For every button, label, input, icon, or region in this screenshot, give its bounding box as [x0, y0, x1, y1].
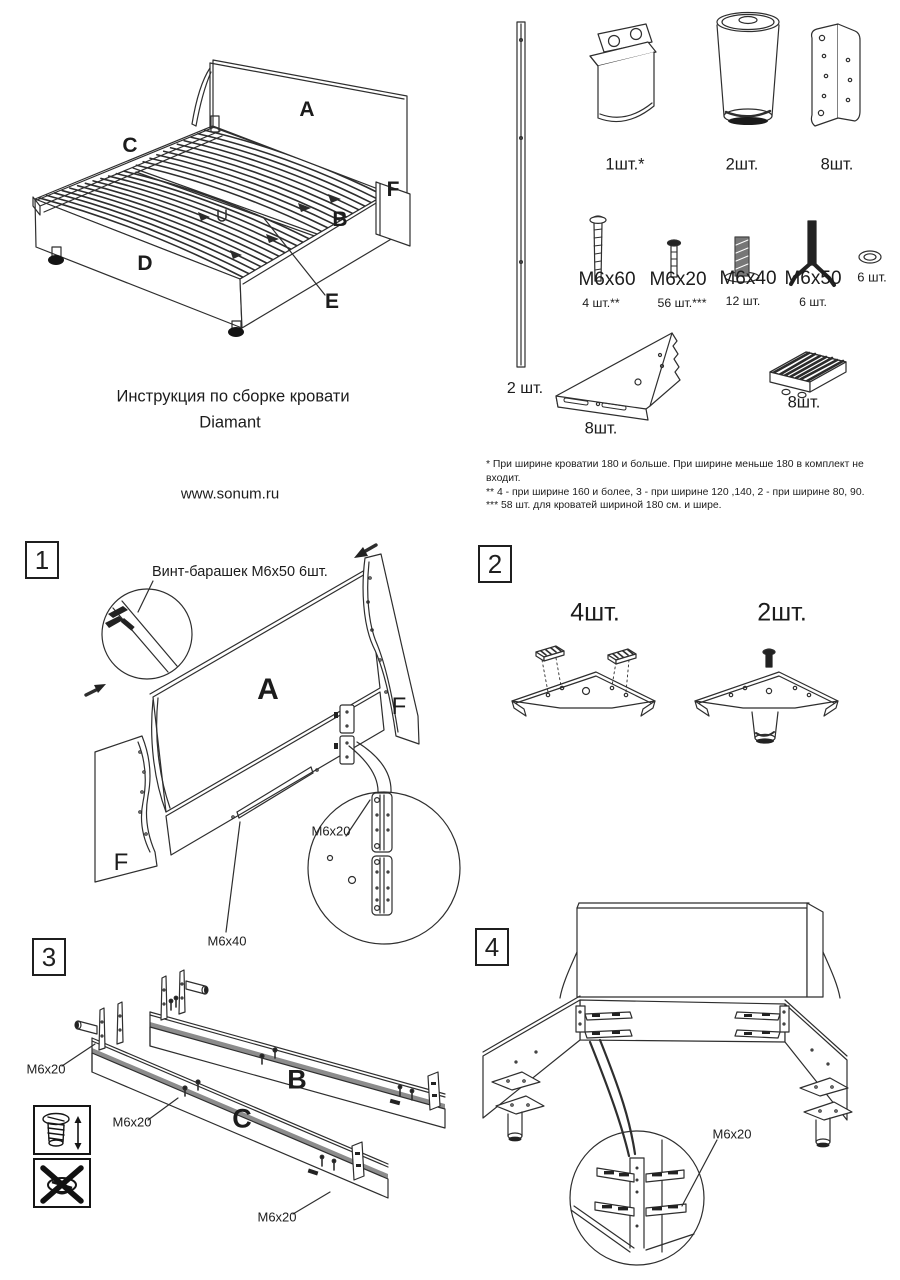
footnote-3: *** 58 шт. для кроватей шириной 180 см. и шире.: [486, 500, 722, 512]
bed-overview-drawing: [33, 60, 410, 337]
step4-number: 4: [475, 928, 509, 966]
qty-cylinder-leg: 2шт.: [725, 155, 759, 174]
qty-m6x40: 12 шт.: [725, 294, 761, 308]
qty-washer: 6 шт.: [857, 269, 887, 285]
qty-leg-bracket: 1шт.*: [605, 155, 645, 174]
step3-screw-bottom: M6x20: [257, 1209, 297, 1225]
step1-number: 1: [25, 541, 59, 579]
step1-label-f-left: F: [113, 849, 129, 876]
overview-label-b: B: [332, 208, 348, 231]
screw-label-m6x60: M6x60: [578, 269, 636, 290]
footnote-1: * При ширине кроватии 180 и больше. При ширине меньше 180 в комплект не входит.: [486, 459, 864, 484]
screw-gap-icon: [33, 1105, 91, 1155]
page-title-line1: Инструкция по сборке кровати: [116, 387, 350, 406]
qty-m6x20: 56 шт.***: [657, 296, 707, 310]
washer-drawing: [859, 251, 881, 263]
overview-label-c: C: [122, 134, 138, 157]
qty-m6x60: 4 шт.**: [582, 296, 620, 310]
step2-drawing: [512, 646, 838, 744]
step2-qty-right: 2шт.: [757, 598, 807, 627]
leg-bracket-part-drawing: [590, 24, 656, 122]
qty-corner-plate: 8шт.: [584, 419, 618, 438]
no-screwdriver-icon: [33, 1158, 91, 1208]
step3-screw-left: M6x20: [26, 1061, 66, 1077]
step1-drawing: [86, 545, 460, 944]
screw-label-m6x50: M6x50: [784, 268, 842, 289]
website-url: www.sonum.ru: [180, 485, 280, 503]
overview-label-d: D: [137, 252, 153, 275]
step3-label-c: C: [232, 1103, 252, 1134]
step2-plate-with-leg: [695, 649, 838, 744]
parts-list-drawing: [517, 13, 881, 421]
step1-screw-m6x20: M6x20: [311, 823, 351, 839]
step1-screw-m6x40: M6x40: [207, 933, 247, 949]
qty-pad: 8шт.: [787, 393, 821, 412]
step2-number: 2: [478, 545, 512, 583]
overview-label-a: A: [299, 98, 315, 121]
step3-label-b: B: [287, 1064, 307, 1095]
pad-part-drawing: [770, 352, 846, 398]
overview-label-f: F: [386, 178, 400, 201]
qty-rail: 2 шт.: [506, 380, 544, 397]
overview-label-e: E: [324, 290, 340, 313]
qty-corner-bracket: 8шт.: [820, 155, 854, 174]
step4-detail-contents: [571, 1140, 694, 1252]
qty-m6x50: 6 шт.: [799, 295, 827, 309]
step3-screw-mid: M6x20: [112, 1114, 152, 1130]
step3-number: 3: [32, 938, 66, 976]
corner-plate-drawing: [556, 333, 680, 420]
rail-part-drawing: [517, 22, 525, 367]
screw-label-m6x20: M6x20: [649, 269, 707, 290]
step1-callout: Винт-барашек М6х50 6шт.: [152, 564, 328, 580]
step3-drawing: [62, 970, 445, 1214]
step1-label-a: A: [257, 673, 279, 706]
step2-plate-with-pads: [512, 646, 655, 716]
step2-qty-left: 4шт.: [570, 598, 620, 627]
page-title-line2: Diamant: [199, 413, 261, 432]
right-leg-assembly: [800, 1078, 852, 1147]
board-c-drawing: [75, 1002, 388, 1198]
cylinder-leg-drawing: [717, 13, 779, 126]
footnotes-block: [486, 458, 898, 513]
left-leg-assembly: [492, 1072, 544, 1141]
step4-screw-m6x20: M6x20: [712, 1126, 752, 1142]
corner-bracket-drawing: [811, 24, 860, 126]
step4-drawing: [483, 903, 852, 1265]
step1-label-f-right: F: [391, 693, 407, 720]
screw-label-m6x40: M6x40: [719, 268, 777, 289]
step1-detail-brackets: [328, 793, 393, 915]
footnote-2: ** 4 - при ширине 160 и более, 3 - при ширине 120 ,140, 2 - при ширине 80, 90.: [486, 486, 865, 498]
